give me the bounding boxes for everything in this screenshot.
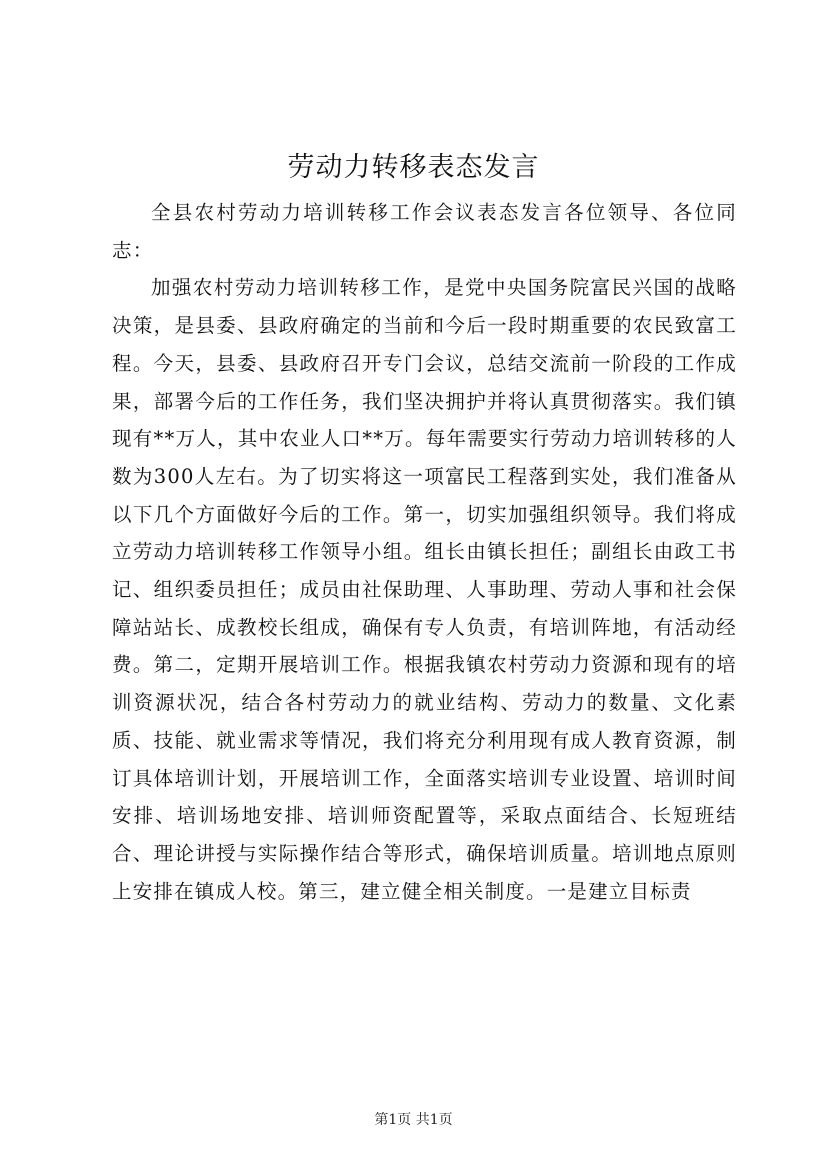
document-title: 劳动力转移表态发言 xyxy=(287,152,540,183)
document-body xyxy=(112,194,737,910)
paragraph-main: 加强农村劳动力培训转移工作，是党中央国务院富民兴国的战略决策，是县委、县政府确定的当前和今后一段时期重要的农民致富工程。今天，县委、县政府召开专门会议，总结交流前一阶段的工作成果，部署今后的工作任务，我们坚决拥护并将认真贯彻落实。我们镇现有**万人，其中农业人口**万。每年需要实行劳动力培训转移的人数为300人左右。为了切实将这一项富民工程落到实处，我们准备从以下几个方面做好今后的工作。第一，切实加强组织领导。我们将成立劳动力培训转移工作领导小组。组长由镇长担任；副组长由政工书记、组织委员担任；成员由社保助理、人事助理、劳动人事和社会保障站站长、成教校长组成，确保有专人负责，有培训阵地，有活动经费。第二，定期开展培训工作。根据我镇农村劳动力资源和现有的培训资源状况，结合各村劳动力的就业结构、劳动力的数量、文化素质、技能、就业需求等情况，我们将充分利用现有成人教育资源，制订具体培训计划，开展培训工作，全面落实培训专业设置、培训时间安排、培训场地安排、培训师资配置等，采取点面结合、长短班结合、理论讲授与实际操作结合等形式，确保培训质量。培训地点原则上安排在镇成人校。第三，建立健全相关制度。一是建立目标责 xyxy=(112,276,737,903)
paragraph-salutation: 全县农村劳动力培训转移工作会议表态发言各位领导、各位同志： xyxy=(112,201,737,262)
page-footer: 第1页 共1页 xyxy=(374,1112,453,1128)
